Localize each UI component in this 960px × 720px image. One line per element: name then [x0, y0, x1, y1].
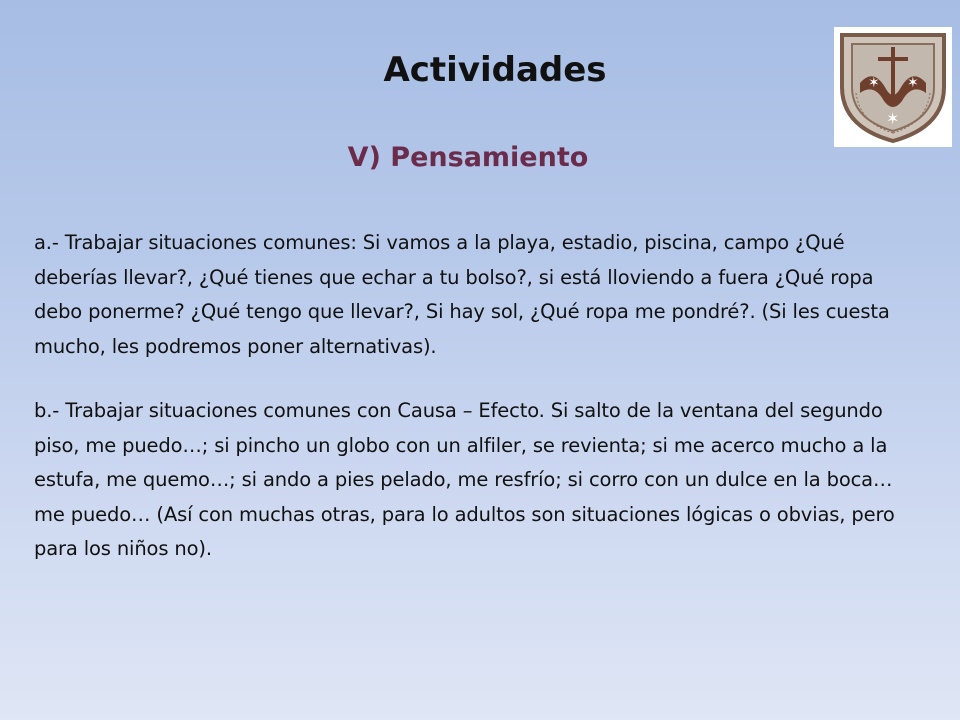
- svg-text:✶: ✶: [886, 109, 900, 128]
- school-crest-icon: [834, 27, 952, 147]
- svg-text:✶: ✶: [907, 75, 919, 91]
- svg-text:✶: ✶: [868, 75, 880, 91]
- slide-title: Actividades: [383, 50, 607, 90]
- slide-subtitle: V) Pensamiento: [347, 142, 589, 173]
- activity-paragraph-a: a.- Trabajar situaciones comunes: Si vamos a la playa, estadio, piscina, campo ¿Qué deberías llevar?, ¿Qué tienes que echar a tu bolso?, si está lloviendo a fuera ¿Qué ropa debo ponerme? ¿Qué tengo que llevar?, Si hay sol, ¿Qué ropa me pondré?. (Si les cuesta mucho, les podremos poner alternativas).: [34, 231, 890, 358]
- school-logo: [834, 27, 952, 147]
- activity-paragraph-b: b.- Trabajar situaciones comunes con Causa – Efecto. Si salto de la ventana del segundo piso, me puedo…; si pincho un globo con un alfiler, se revienta; si me acerco mucho a la estufa, me quemo…; si ando a pies pelado, me resfrío; si corro con un dulce en la boca… me puedo… (Así con muchas otras, para lo adultos son situaciones lógicas o obvias, pero para los niños no).: [34, 399, 895, 560]
